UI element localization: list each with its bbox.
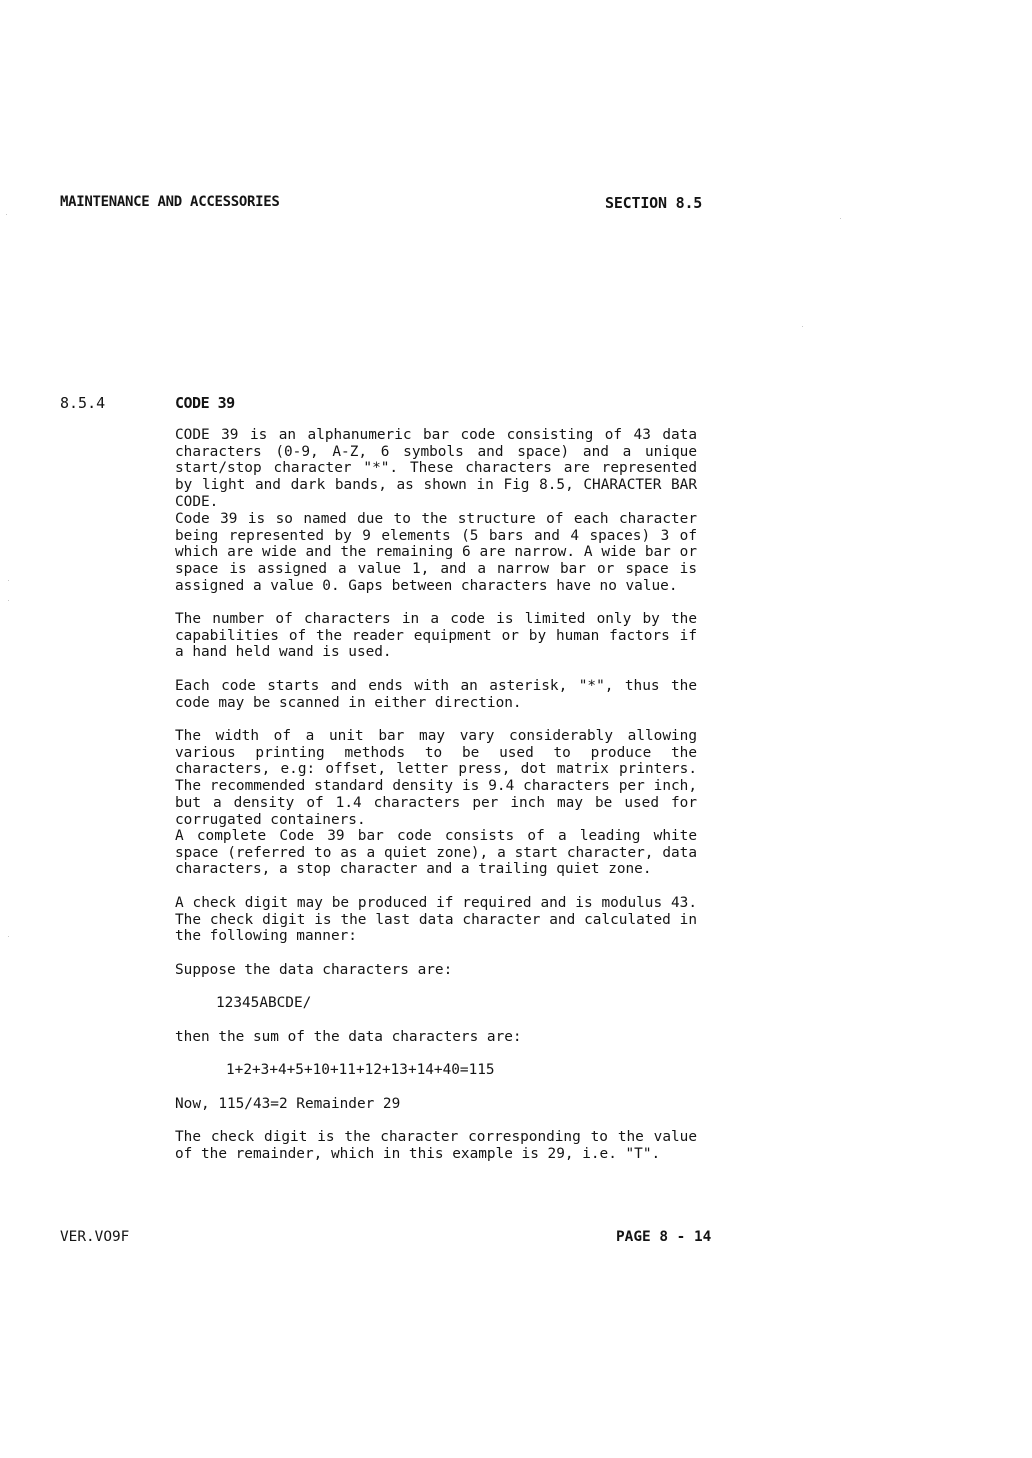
- section-title: CODE 39: [175, 394, 235, 412]
- paragraph-asterisk: Each code starts and ends with an asterisk, "*", thus the code may be scanned in either direction.: [175, 678, 697, 711]
- paragraph-intro: CODE 39 is an alphanumeric bar code consisting of 43 data characters (0-9, A-Z, 6 symbols and space) and a unique start/stop character "*". These characters are represented by light and dark bands, as shown in Fig 8.5, CHARACTER BAR CODE.: [175, 427, 697, 510]
- scan-speck: [802, 326, 803, 327]
- page-number: [616, 1229, 711, 1245]
- example-sum: 1+2+3+4+5+10+11+12+13+14+40=115: [226, 1062, 495, 1078]
- scan-speck: [8, 580, 9, 581]
- example-intro: Suppose the data characters are:: [175, 962, 453, 978]
- paragraph-length: The number of characters in a code is limited only by the capabilities of the reader equipment or by human factors if a hand held wand is used.: [175, 611, 697, 661]
- scan-speck: [6, 214, 7, 215]
- paragraph-check-digit: A check digit may be produced if required and is modulus 43. The check digit is the last data character and calculated in the following manner:: [175, 895, 697, 945]
- paragraph-structure: Code 39 is so named due to the structure of each character being represented by 9 elements (5 bars and 4 spaces) 3 of which are wide and the remaining 6 are narrow. A wide bar or space is assigned a value 1, and a narrow bar or space is assigned a value 0. Gaps between characters have no value.: [175, 511, 697, 594]
- scan-speck: [840, 218, 841, 219]
- version-label: VER.VO9F: [60, 1229, 130, 1245]
- paragraph-conclusion: The check digit is the character corresponding to the value of the remainder, which in this example is 29, i.e. "T".: [175, 1129, 697, 1162]
- page-number-value: 14: [693, 1229, 712, 1245]
- paragraph-density: The width of a unit bar may vary considerably allowing various printing methods to be used to produce the characters, e.g: offset, letter press, dot matrix printers. The recommended standard density is 9.4 characters per inch, but a density of 1.4 characters per inch may be used for corrugated containers.: [175, 728, 697, 828]
- running-header-title: MAINTENANCE AND ACCESSORIES: [60, 194, 280, 210]
- page-label: PAGE 8 -: [616, 1229, 686, 1245]
- running-header-section: SECTION 8.5: [605, 194, 703, 212]
- scan-speck: [8, 600, 9, 601]
- scan-speck: [8, 936, 9, 937]
- example-data: 12345ABCDE/: [216, 995, 312, 1011]
- section-number: 8.5.4: [60, 394, 106, 412]
- example-division: Now, 115/43=2 Remainder 29: [175, 1096, 401, 1112]
- paragraph-structure-complete: A complete Code 39 bar code consists of a leading white space (referred to as a quiet zone), a start character, data characters, a stop character and a trailing quiet zone.: [175, 828, 697, 878]
- example-sum-intro: then the sum of the data characters are:: [175, 1029, 522, 1045]
